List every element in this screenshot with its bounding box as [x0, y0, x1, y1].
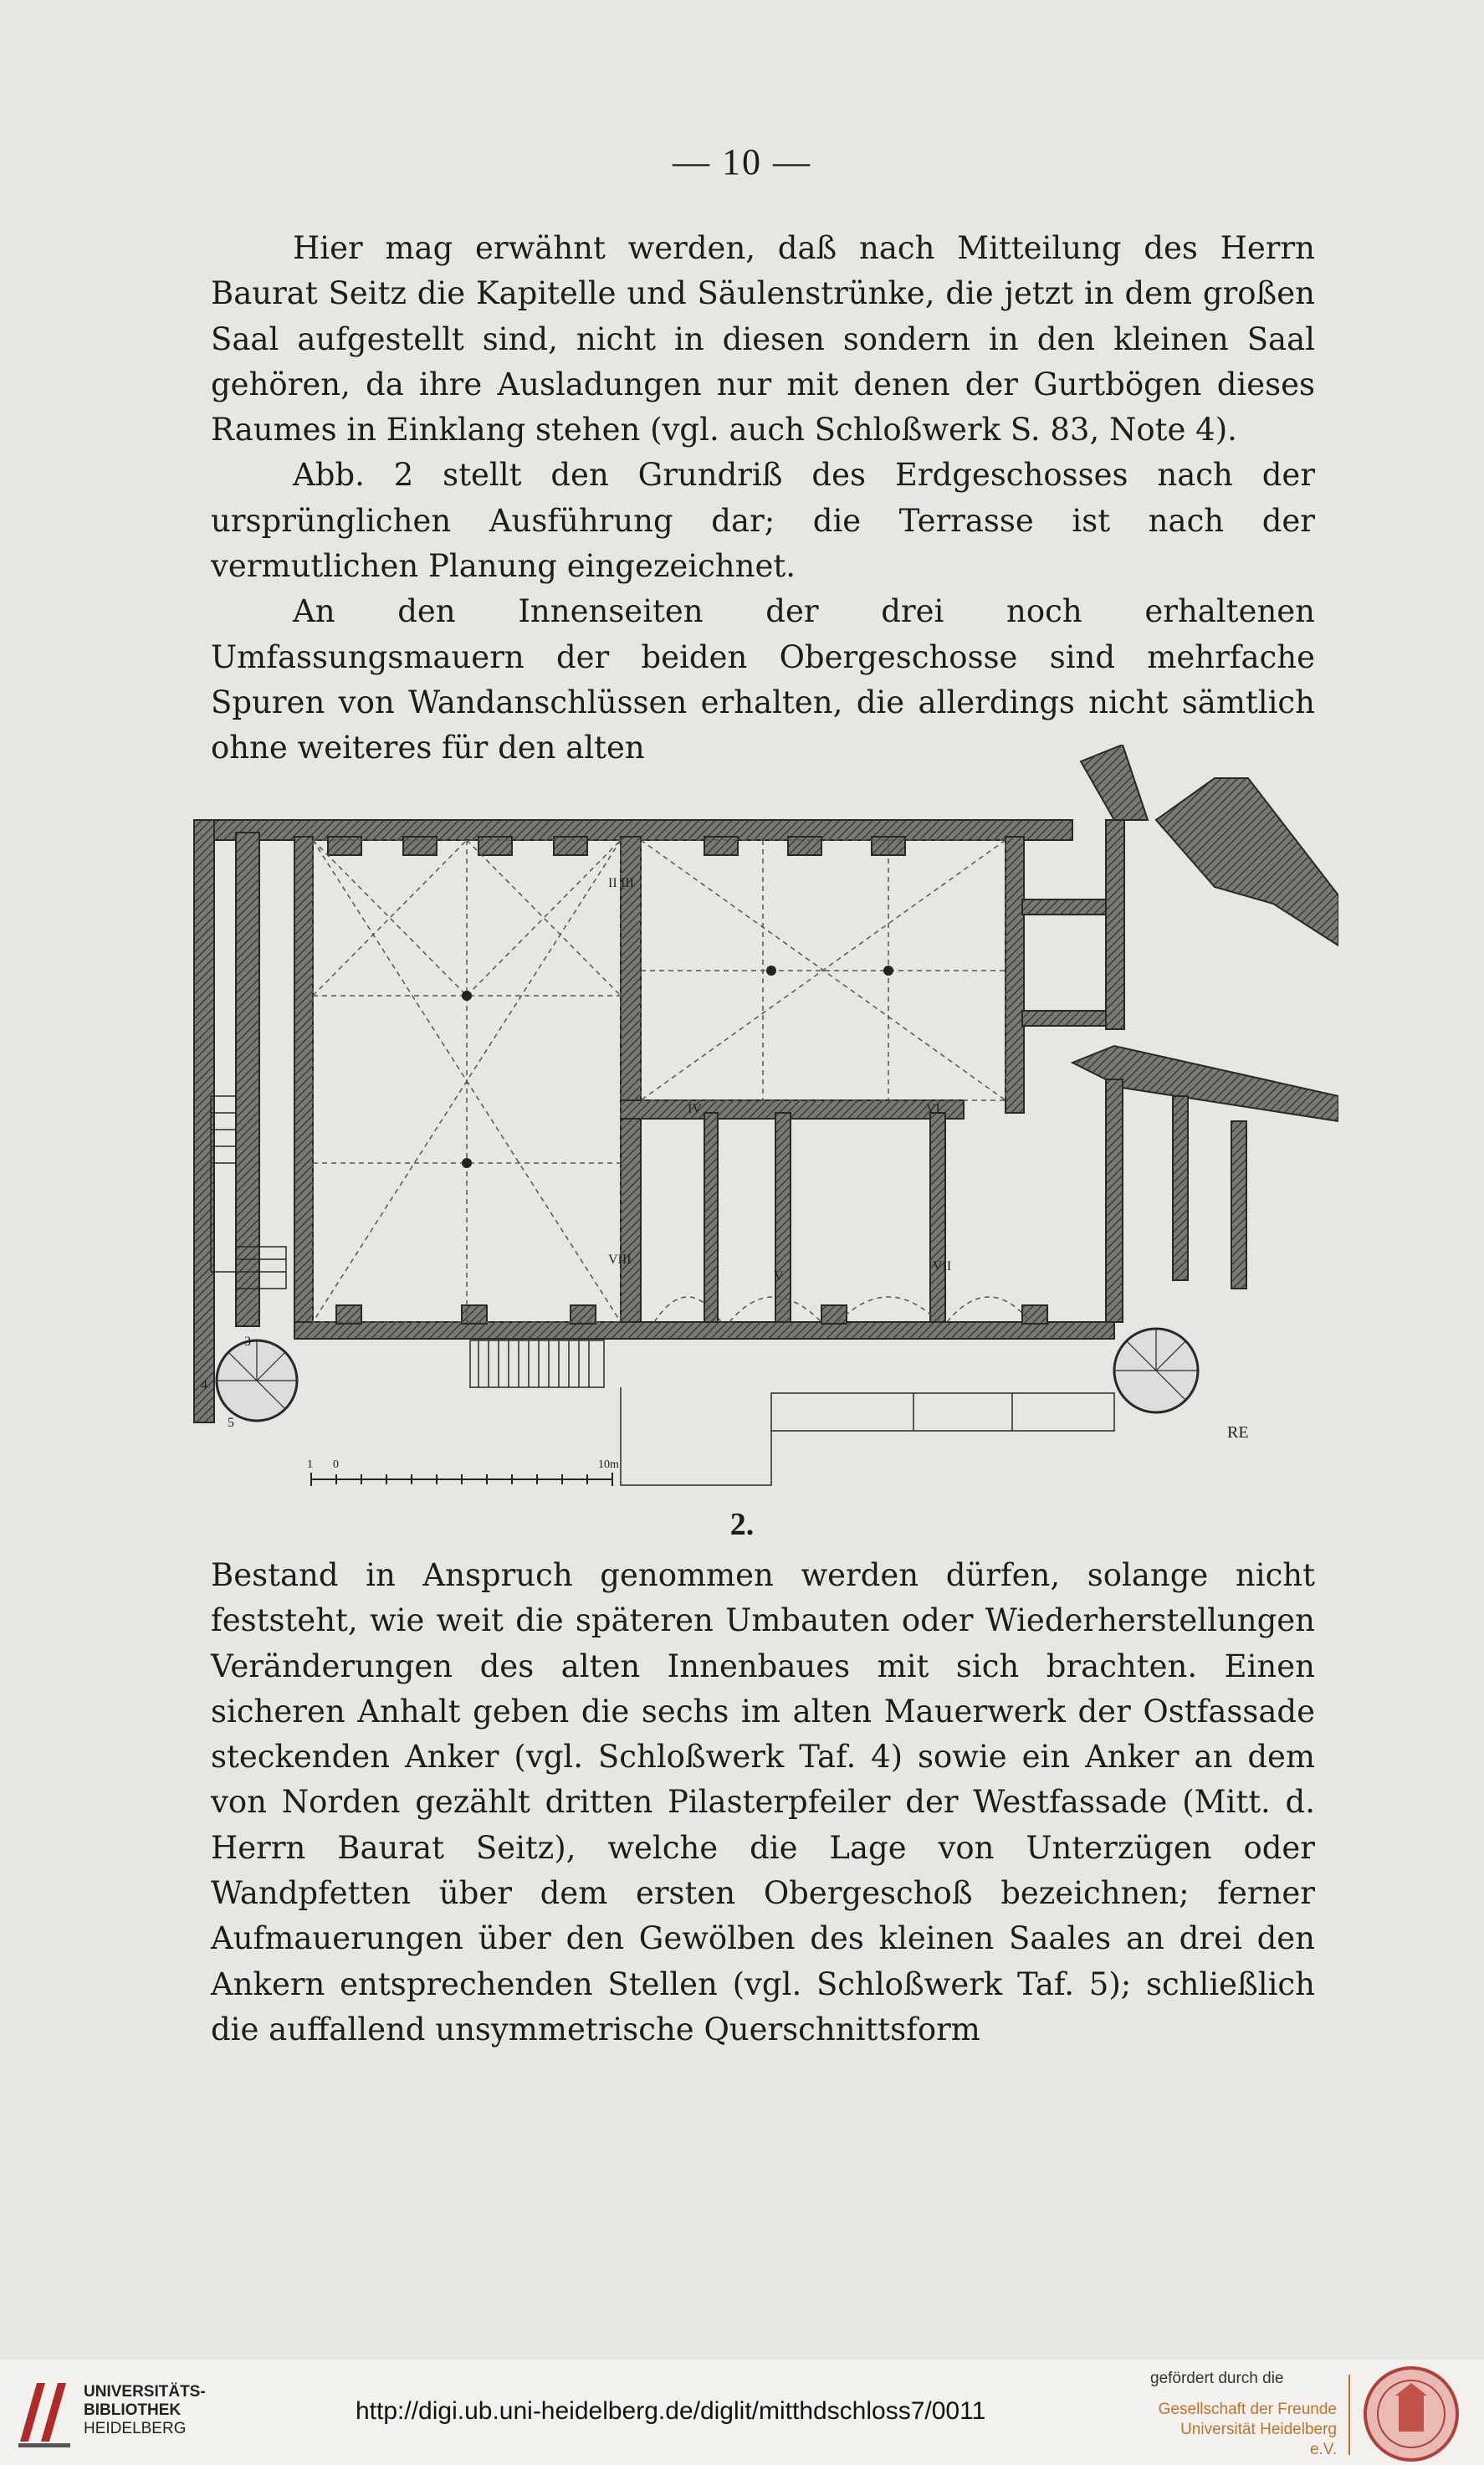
permalink-url[interactable]: http://digi.ub.uni-heidelberg.de/diglit/mitthdschloss7/0011	[356, 2397, 986, 2425]
paragraph: Hier mag erwähnt werden, daß nach Mitteilung des Herrn Baurat Seitz die Kapitelle und Säulenstrünke, die jetzt in dem großen Saal aufgestellt sind, nicht in diesen sondern in den kleinen Saal gehören, da ihre Ausladungen nur mit denen der Gurtbögen dieses Raumes in Einklang stehen (vgl. auch Schloßwerk S. 83, Note 4).	[211, 230, 1315, 448]
plan-label: III	[621, 876, 634, 890]
paragraph: An den Innenseiten der drei noch erhaltenen Umfassungsmauern der beiden Obergeschosse sind mehrfache Spuren von Wandanschlüssen erhalten, die allerdings nicht sämtlich ohne weiteres für den alten	[211, 593, 1315, 766]
vault-lines	[313, 840, 1031, 1322]
walls	[194, 745, 1338, 1422]
stair-label: 5	[228, 1416, 234, 1430]
plan-label: VI	[926, 1102, 940, 1116]
plan-label: VII	[933, 1259, 952, 1273]
paragraph: Abb. 2 stellt den Grundriß des Erdgeschosses nach der ursprünglichen Ausführung dar; die Terrasse ist nach der vermutlichen Planung eingezeichnet.	[211, 457, 1315, 585]
stair-label: 4	[201, 1378, 207, 1392]
society-name	[1153, 2400, 1337, 2460]
plan-label: II	[608, 876, 617, 890]
scale-bar	[311, 1473, 612, 1486]
society-name-line: Universität Heidelberg e.V.	[1180, 2421, 1337, 2458]
body-text-bottom	[211, 1553, 1315, 2052]
supported-by-text: gefördert durch die	[1150, 2370, 1284, 2387]
library-name-line: BIBLIOTHEK	[84, 2401, 182, 2419]
plan-label: V	[774, 1269, 784, 1284]
footer-divider	[1348, 2375, 1350, 2455]
floor-plan-figure	[186, 745, 1338, 1498]
library-logo-icon	[12, 2375, 79, 2450]
terrace-steps	[211, 1096, 1114, 1485]
paragraph: Bestand in Anspruch genommen werden dürfen, solange nicht feststeht, wie weit die späteren Umbauten oder Wiederherstellungen Veränderungen des alten Innenbaues mit sich brachten. Einen sicheren Anhalt geben die sechs im alten Mauerwerk der Ostfassade steckenden Anker (vgl. Schloßwerk Taf. 4) sowie ein Anker an dem von Norden gezählt dritten Pilasterpfeiler der Westfassade (Mitt. d. Herrn Baurat Seitz), welche die Lage von Unterzügen oder Wandpfetten über dem ersten Obergeschoß bezeichnen; ferner Aufmauerungen über den Gewölben des kleinen Saales an drei den Ankern entsprechenden Stellen (vgl. Schloßwerk Taf. 5); schließlich die auffallend unsymmetrische Querschnittsform	[211, 1557, 1315, 2047]
body-text-top	[211, 226, 1315, 771]
plan-labels	[201, 876, 1249, 1442]
plan-label: IV	[688, 1102, 702, 1116]
scale-label-start: 1	[307, 1458, 313, 1471]
library-name-line: UNIVERSITÄTS-	[84, 2383, 206, 2401]
spiral-steps	[217, 1329, 1198, 1409]
plan-label: VIII	[608, 1253, 632, 1267]
stair-label: 3	[244, 1335, 251, 1349]
figure-caption: 2.	[729, 1507, 755, 1542]
scale-label-end: 10m	[598, 1458, 619, 1471]
society-name-line: Gesellschaft der Freunde	[1158, 2401, 1337, 2418]
footer-bar	[0, 2360, 1484, 2465]
university-seal-icon	[1362, 2365, 1461, 2463]
scale-label-zero: 0	[333, 1458, 339, 1471]
plan-initials: RE	[1227, 1423, 1249, 1442]
spiral-stairs	[217, 1329, 1198, 1421]
page-number: — 10 —	[673, 141, 811, 182]
library-name-line: HEIDELBERG	[84, 2420, 187, 2437]
library-name	[84, 2383, 206, 2438]
